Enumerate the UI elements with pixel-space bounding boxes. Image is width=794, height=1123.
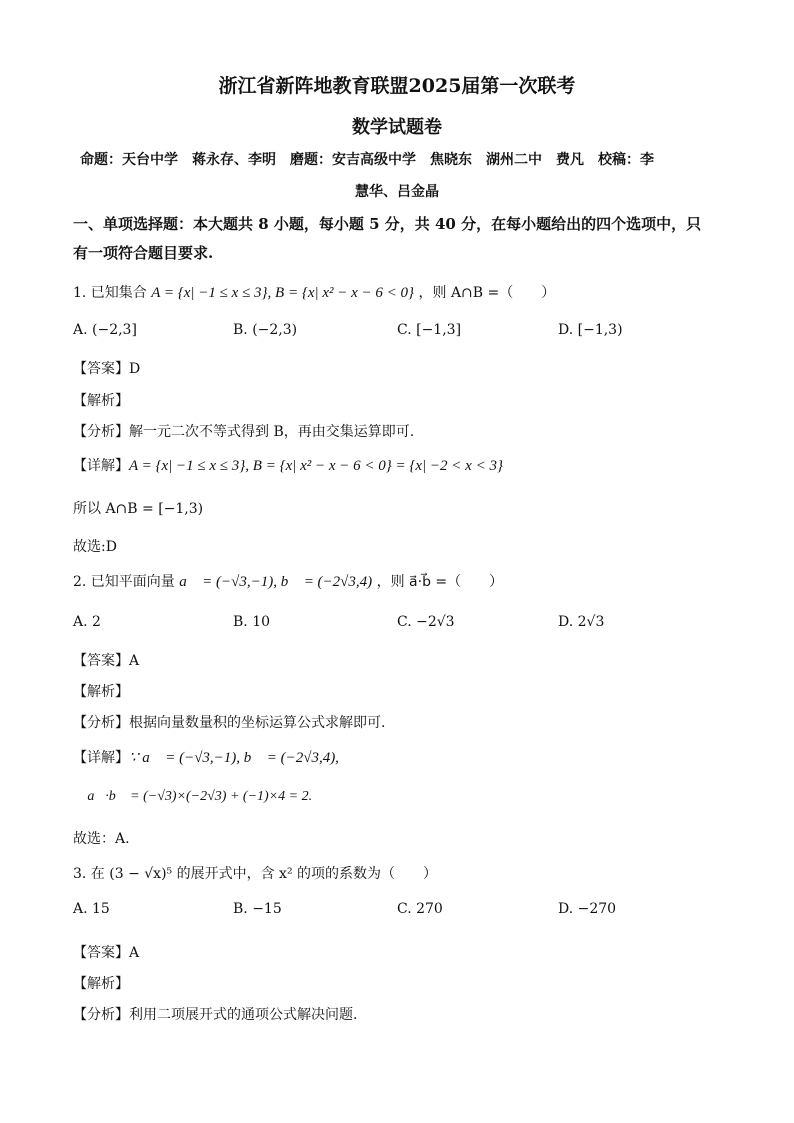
q1-xiangjie-math: A = {x| −1 ≤ x ≤ 3}, B = {x| x² − x − 6 < 0} = {x| −2 < x < 3} [129,458,503,474]
q1-stem-prefix: 1. 已知集合 [73,285,147,301]
q3-answer-value: A [129,945,140,961]
q1-fenxi [73,421,414,441]
q2-answer-tag: 【答案】 [73,653,129,669]
q2-option-b: B. 10 [233,614,271,630]
q3-option-b: B. −15 [233,901,282,917]
q2-stem-math: a⃗ = (−√3,−1), b⃗ = (−2√3,4) [179,574,373,590]
q2-xiangjie [73,747,339,767]
q3-stem: 3. 在 (3 − √x)⁵ 的展开式中，含 x² 的项的系数为（ ） [73,866,438,882]
exam-title: 浙江省新阵地教育联盟2025届第一次联考 [218,75,576,97]
q1-jiexi: 【解析】 [73,393,129,409]
q3-fenxi [73,1004,357,1024]
q2-fenxi-tag: 【分析】 [73,715,129,731]
q2-answer-value: A [129,653,140,669]
q2-choose: 故选：A. [73,831,130,847]
q2-calculation: ∴ a⃗·b⃗ = (−√3)×(−2√3) + (−1)×4 = 2. [73,789,313,804]
q1-choose: 故选:D [73,539,117,555]
section-heading-line-2: 有一项符合题目要求. [73,244,214,262]
q2-fenxi [73,712,385,732]
q2-option-c: C. −2√3 [397,614,455,630]
q3-option-d: D. −270 [558,901,617,917]
q2-option-a: A. 2 [73,614,101,630]
q3-option-c: C. 270 [397,901,443,917]
q1-option-d: D. [−1,3) [558,322,623,338]
q1-answer [73,358,140,378]
credits-line-2: 慧华、吕金晶 [355,184,439,200]
exam-subtitle: 数学试题卷 [352,117,442,138]
q2-stem [73,571,503,591]
credits-line-1: 命题：天台中学 蒋永存、李明 磨题：安吉高级中学 焦晓东 湖州二中 费凡 校稿：李 [80,152,654,168]
q1-option-a: A. (−2,3] [73,322,137,338]
q1-option-b: B. (−2,3) [233,322,298,338]
q1-xiangjie-tag: 【详解】 [73,458,129,474]
q1-conclusion: 所以 A∩B = [−1,3) [73,501,204,517]
q1-fenxi-tag: 【分析】 [73,424,129,440]
q2-xiangjie-math: ∵ a⃗ = (−√3,−1), b⃗ = (−2√3,4), [129,750,339,766]
q2-xiangjie-tag: 【详解】 [73,750,129,766]
q2-stem-suffix: ，则 a⃗·b⃗ =（ ） [376,574,504,590]
q1-stem-suffix: ，则 A∩B =（ ） [418,285,556,301]
q3-answer [73,942,139,962]
q1-stem [73,282,555,302]
q1-stem-math: A = {x| −1 ≤ x ≤ 3}, B = {x| x² − x − 6 < 0} [151,285,415,301]
q2-jiexi: 【解析】 [73,684,129,700]
q1-fenxi-text: 解一元二次不等式得到 B，再由交集运算即可. [129,424,415,440]
q3-fenxi-tag: 【分析】 [73,1007,129,1023]
q3-option-a: A. 15 [73,901,110,917]
q1-option-c: C. [−1,3] [397,322,462,338]
q1-answer-value: D [129,361,141,377]
q3-fenxi-text: 利用二项展开式的通项公式解决问题. [129,1007,358,1023]
q2-option-d: D. 2√3 [558,614,605,630]
q2-fenxi-text: 根据向量数量积的坐标运算公式求解即可. [129,715,386,731]
q3-jiexi: 【解析】 [73,976,129,992]
q1-xiangjie [73,455,503,475]
q1-answer-tag: 【答案】 [73,361,129,377]
q2-answer [73,650,139,670]
q2-stem-prefix: 2. 已知平面向量 [73,574,175,590]
section-heading-line-1: 一、单项选择题：本大题共 8 小题，每小题 5 分，共 40 分，在每小题给出的四个选项中，只 [73,215,702,233]
q3-answer-tag: 【答案】 [73,945,129,961]
